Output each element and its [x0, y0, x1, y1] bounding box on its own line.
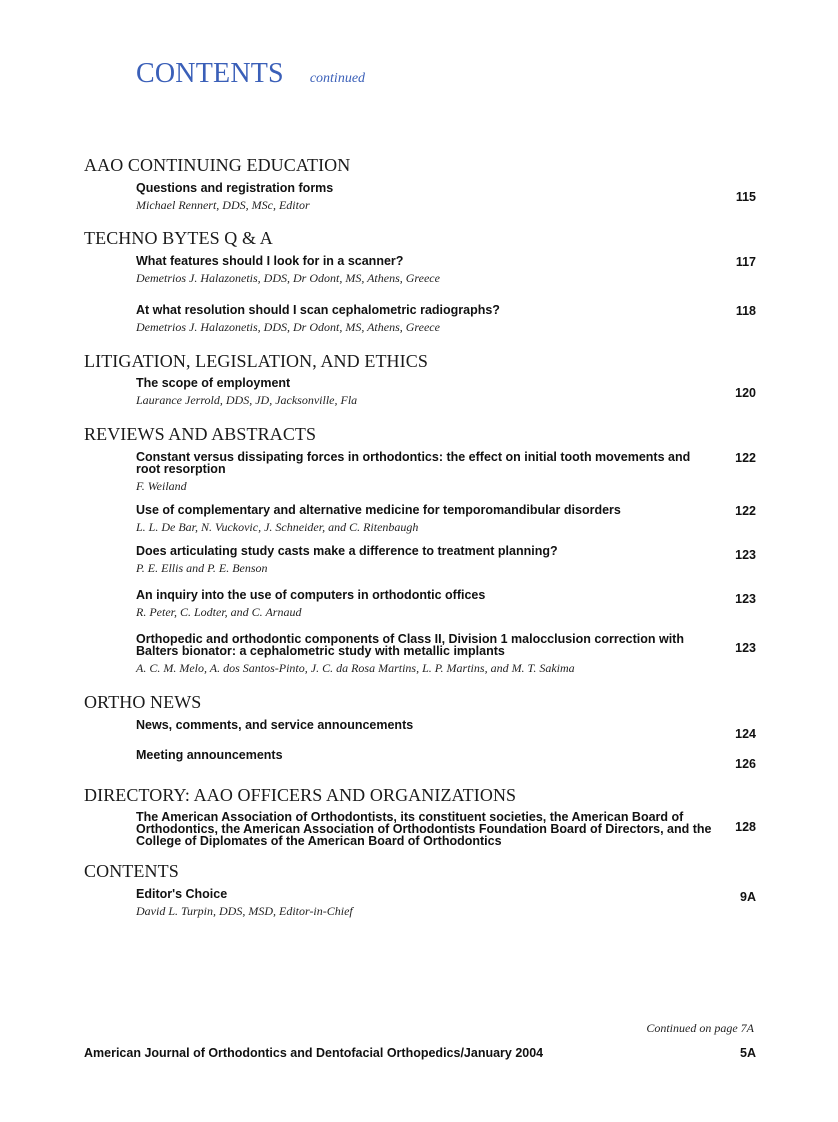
entry-title: The scope of employment	[136, 376, 291, 390]
section-heading: REVIEWS AND ABSTRACTS	[84, 424, 317, 444]
toc-entry[interactable]	[136, 748, 756, 771]
section-heading: CONTENTS	[84, 861, 179, 881]
entry-title: An inquiry into the use of computers in orthodontic offices	[136, 588, 486, 602]
page-footer	[84, 1046, 756, 1060]
entry-author: Demetrios J. Halazonetis, DDS, Dr Odont, MS, Athens, Greece	[136, 271, 440, 285]
page-title: CONTENTS	[136, 58, 284, 89]
entry-author: Michael Rennert, DDS, MSc, Editor	[136, 198, 310, 212]
entry-page: 124	[735, 727, 756, 741]
page-header	[136, 58, 365, 90]
toc-entry[interactable]	[136, 304, 756, 335]
section-heading: ORTHO NEWS	[84, 692, 202, 712]
entry-page: 120	[735, 386, 756, 400]
entry-author: David L. Turpin, DDS, MSD, Editor-in-Chief	[136, 904, 353, 918]
toc-entry[interactable]	[136, 451, 756, 494]
entry-title: What features should I look for in a scanner?	[136, 254, 404, 268]
entry-page: 122	[735, 504, 756, 518]
entry-page: 118	[735, 304, 756, 318]
section-heading: TECHNO BYTES Q & A	[84, 228, 273, 248]
toc-entry[interactable]	[136, 888, 756, 919]
entry-page: 123	[735, 592, 756, 606]
entry-title: Meeting announcements	[136, 748, 283, 762]
entry-title: Does articulating study casts make a difference to treatment planning?	[136, 544, 558, 558]
entry-title: At what resolution should I scan cephalometric radiographs?	[136, 303, 500, 317]
toc-entry[interactable]	[136, 811, 756, 847]
entry-page: 9A	[740, 890, 756, 904]
toc-entry[interactable]	[136, 504, 756, 535]
toc-entry[interactable]	[136, 255, 756, 286]
entry-author: F. Weiland	[136, 479, 187, 493]
entry-title: Questions and registration forms	[136, 181, 334, 195]
entry-title: The American Association of Orthodontists, its constituent societies, the American Board of Orthodontics, the American Association of Orthodontists Foundation Board of Directors, and the College of Diplomates of the American Board of Orthodontics	[136, 810, 712, 848]
entry-page: 123	[735, 641, 756, 655]
page-subtitle: continued	[309, 71, 366, 86]
entry-author: P. E. Ellis and P. E. Benson	[136, 561, 268, 575]
entry-title: Constant versus dissipating forces in orthodontics: the effect on initial tooth movements and root resorption	[136, 450, 691, 476]
entry-page: 123	[735, 548, 756, 562]
toc-entry[interactable]	[136, 633, 756, 676]
entry-title: News, comments, and service announcements	[136, 718, 414, 732]
toc-entry[interactable]	[136, 589, 756, 620]
entry-page: 115	[735, 190, 756, 204]
entry-page: 126	[735, 757, 756, 771]
entry-title: Orthopedic and orthodontic components of Class II, Division 1 malocclusion correction with Balters bionator: a cephalometric study with metallic implants	[136, 632, 684, 658]
journal-name: American Journal of Orthodontics and Dentofacial Orthopedics/January 2004	[84, 1046, 544, 1060]
entry-author: A. C. M. Melo, A. dos Santos-Pinto, J. C. da Rosa Martins, L. P. Martins, and M. T. Sakima	[136, 661, 575, 675]
entry-title: Use of complementary and alternative medicine for temporomandibular disorders	[136, 503, 621, 517]
continued-note: Continued on page 7A	[646, 1021, 754, 1035]
toc-entry[interactable]	[136, 545, 756, 576]
entry-author: Laurance Jerrold, DDS, JD, Jacksonville, Fla	[136, 393, 358, 407]
entry-author: Demetrios J. Halazonetis, DDS, Dr Odont, MS, Athens, Greece	[136, 320, 440, 334]
page-number: 5A	[740, 1046, 756, 1060]
entry-page: 128	[735, 820, 756, 834]
entry-author: R. Peter, C. Lodter, and C. Arnaud	[136, 605, 302, 619]
section-heading: LITIGATION, LEGISLATION, AND ETHICS	[84, 351, 428, 371]
entry-author: L. L. De Bar, N. Vuckovic, J. Schneider, and C. Ritenbaugh	[136, 520, 419, 534]
toc-entry[interactable]	[136, 718, 756, 741]
section-heading: AAO CONTINUING EDUCATION	[84, 155, 351, 175]
toc-entry[interactable]	[136, 377, 756, 408]
entry-title: Editor's Choice	[136, 887, 228, 901]
section-heading: DIRECTORY: AAO OFFICERS AND ORGANIZATIONS	[84, 785, 517, 805]
entry-page: 122	[735, 451, 756, 465]
entry-page: 117	[735, 255, 756, 269]
toc-entry[interactable]	[136, 182, 756, 213]
